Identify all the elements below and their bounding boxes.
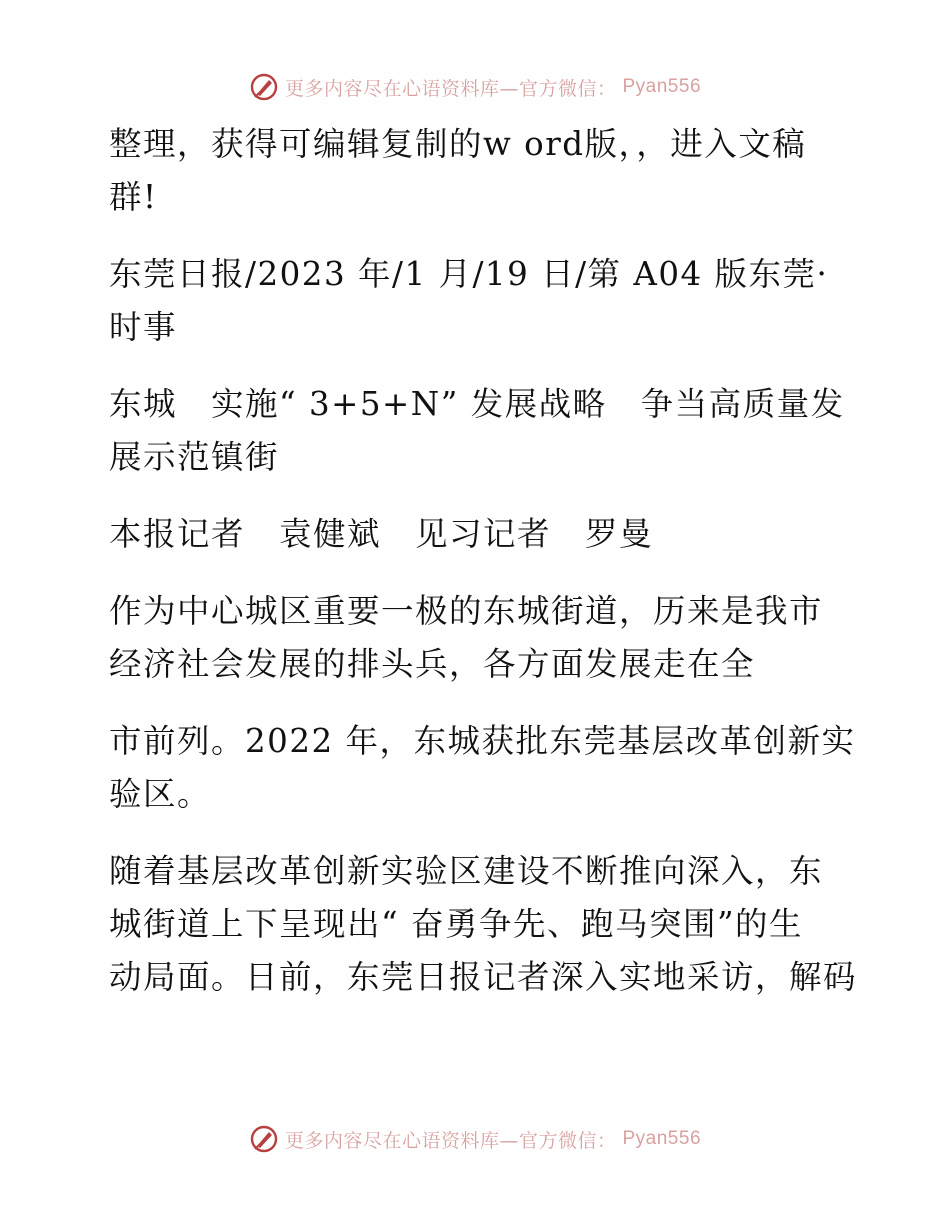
watermark-id: Pyan556 bbox=[622, 1128, 702, 1149]
quill-pen-circle-icon bbox=[249, 1124, 279, 1154]
header-watermark bbox=[0, 72, 950, 102]
document-body bbox=[97, 118, 857, 1028]
text-line: 东莞日报/2023 年/1 月/19 日/第 A04 版东莞· bbox=[109, 255, 829, 293]
text-line: 动局面。日前，东莞日报记者深入实地采访，解码 bbox=[109, 958, 858, 996]
paragraph-body bbox=[97, 715, 857, 821]
watermark-text: 更多内容尽在心语资料库—官方微信： bbox=[284, 1129, 617, 1152]
quill-pen-circle-icon bbox=[249, 72, 279, 102]
text-line: 城街道上下呈现出“ 奋勇争先、跑马突围”的生 bbox=[109, 905, 804, 943]
paragraph-body bbox=[97, 845, 857, 1004]
text-line: 东城 实施“ 3+5+N” 发展战略 争当高质量发 bbox=[109, 385, 845, 423]
paragraph-headline bbox=[97, 378, 857, 484]
footer-watermark bbox=[0, 1124, 950, 1154]
paragraph-body bbox=[97, 585, 857, 691]
text-line: 时事 bbox=[109, 308, 178, 346]
text-line: 作为中心城区重要一极的东城街道，历来是我市 bbox=[109, 592, 824, 630]
paragraph-byline bbox=[97, 508, 857, 561]
text-line: 验区。 bbox=[109, 775, 212, 813]
text-line: 展示范镇街 bbox=[109, 438, 280, 476]
text-line: 市前列。2022 年，东城获批东莞基层改革创新实 bbox=[109, 722, 856, 760]
watermark-id: Pyan556 bbox=[622, 76, 702, 97]
text-line: 随着基层改革创新实验区建设不断推向深入，东 bbox=[109, 852, 824, 890]
watermark-text: 更多内容尽在心语资料库—官方微信： bbox=[284, 77, 617, 100]
text-line: 群! bbox=[109, 178, 158, 216]
paragraph-intro bbox=[97, 118, 857, 224]
text-line: 本报记者 袁健斌 见习记者 罗曼 bbox=[109, 515, 654, 553]
paragraph-source bbox=[97, 248, 857, 354]
text-line: 整理，获得可编辑复制的w ord版，，进入文稿 bbox=[109, 125, 807, 163]
text-line: 经济社会发展的排头兵，各方面发展走在全 bbox=[109, 645, 756, 683]
